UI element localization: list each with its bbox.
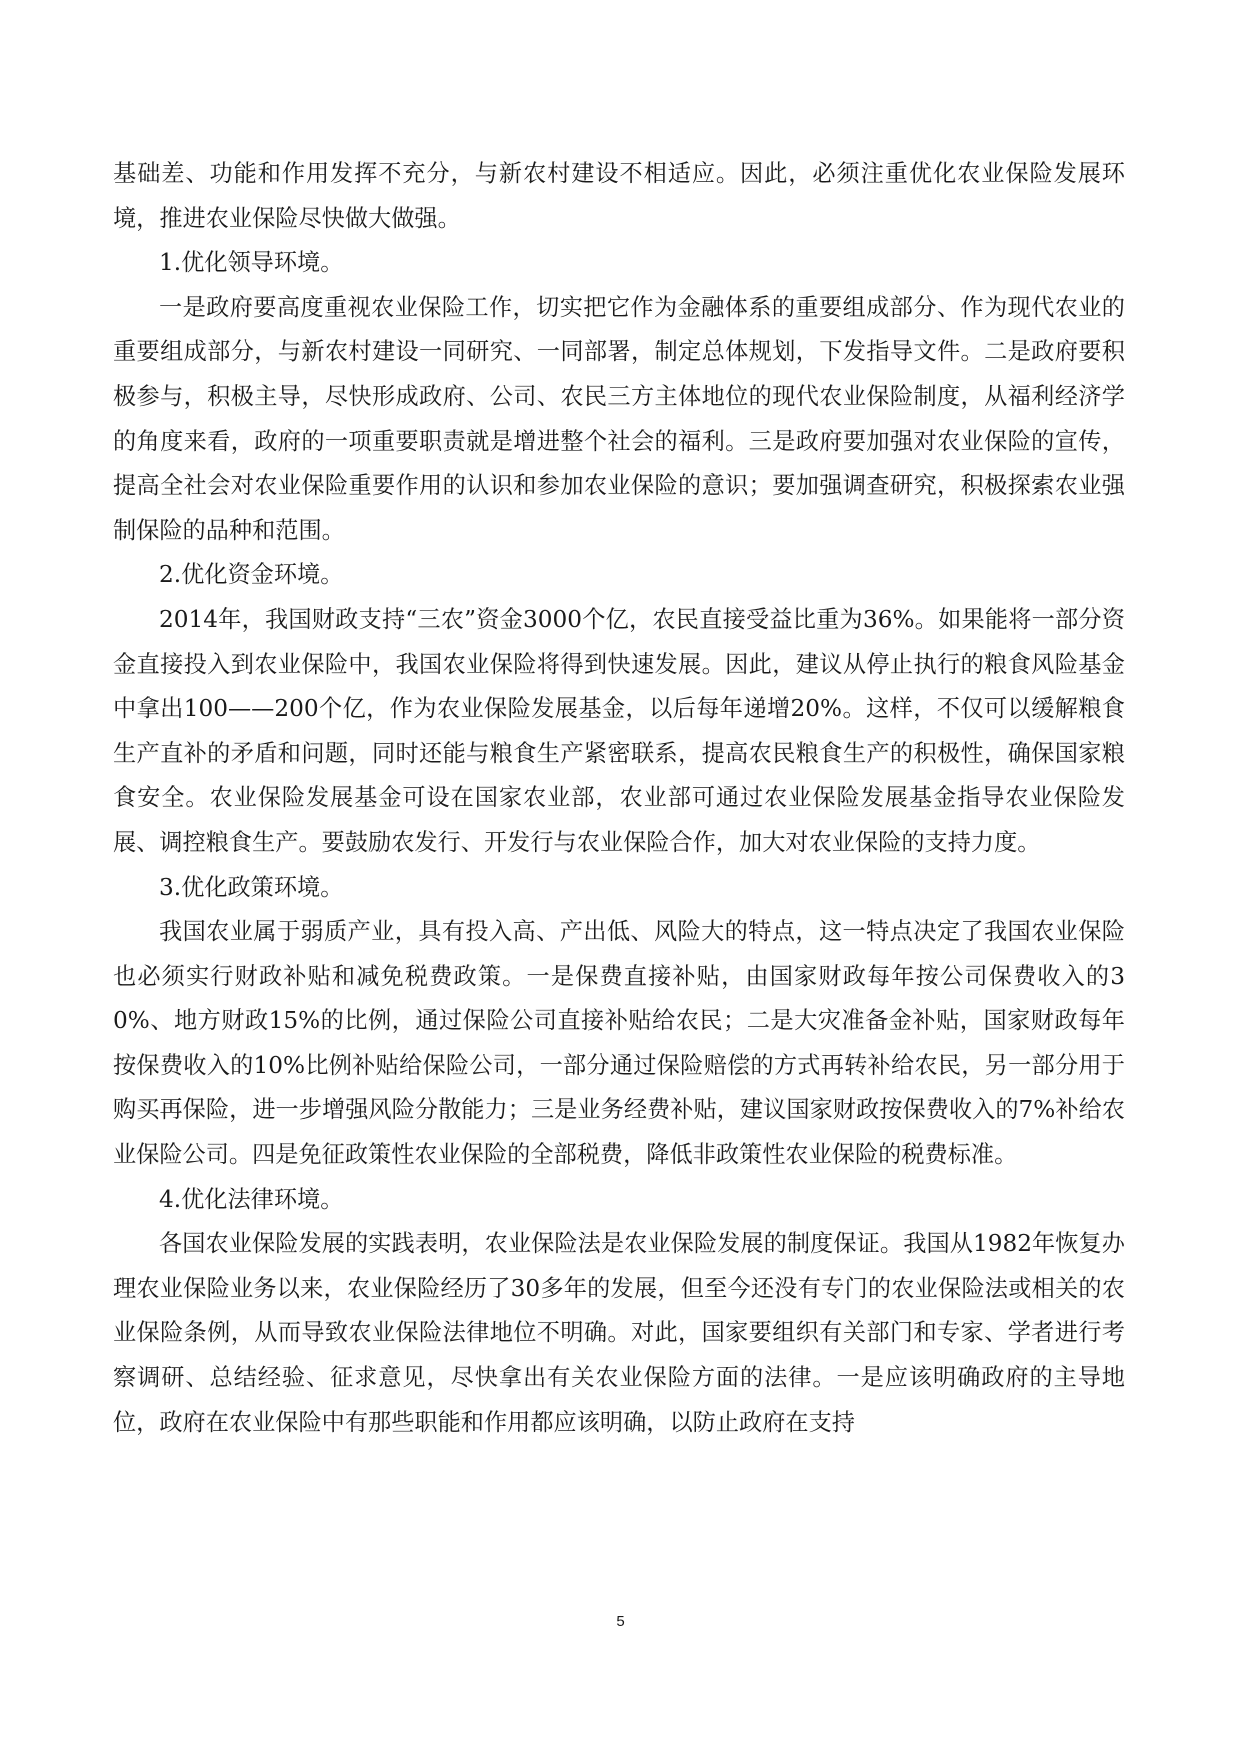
body-paragraph: 2014年，我国财政支持“三农”资金3000个亿，农民直接受益比重为36%。如果能将一部分资金直接投入到农业保险中，我国农业保险将得到快速发展。因此，建议从停止执行的粮食风险基金中拿出100——200个亿，作为农业保险发展基金，以后每年递增20%。这样，不仅可以缓解粮食生产直补的矛盾和问题，同时还能与粮食生产紧密联系，提高农民粮食生产的积极性，确保国家粮食安全。农业保险发展基金可设在国家农业部，农业部可通过农业保险发展基金指导农业保险发展、调控粮食生产。要鼓励农发行、开发行与农业保险合作，加大对农业保险的支持力度。 <box>113 605 1125 856</box>
body-paragraph: 一是政府要高度重视农业保险工作，切实把它作为金融体系的重要组成部分、作为现代农业的重要组成部分，与新农村建设一同研究、一同部署，制定总体规划，下发指导文件。二是政府要积极参与，积极主导，尽快形成政府、公司、农民三方主体地位的现代农业保险制度，从福利经济学的角度来看，政府的一项重要职责就是增进整个社会的福利。三是政府要加强对农业保险的宣传，提高全社会对农业保险重要作用的认识和参加农业保险的意识；要加强调查研究，积极探索农业强制保险的品种和范围。 <box>113 293 1125 544</box>
body-paragraph: 各国农业保险发展的实践表明，农业保险法是农业保险发展的制度保证。我国从1982年恢复办理农业保险业务以来，农业保险经历了30多年的发展，但至今还没有专门的农业保险法或相关的农业保险条例，从而导致农业保险法律地位不明确。对此，国家要组织有关部门和专家、学者进行考察调研、总结经验、征求意见，尽快拿出有关农业保险方面的法律。一是应该明确政府的主导地位，政府在农业保险中有那些职能和作用都应该明确，以防止政府在支持 <box>113 1230 1125 1436</box>
section-heading-funding: 2.优化资金环境。 <box>159 561 344 589</box>
document-body <box>113 152 1125 1445</box>
section-heading-leadership: 1.优化领导环境。 <box>159 249 344 277</box>
section-heading-policy: 3.优化政策环境。 <box>159 873 344 901</box>
page-number: 5 <box>616 1613 625 1630</box>
body-paragraph: 基础差、功能和作用发挥不充分，与新农村建设不相适应。因此，必须注重优化农业保险发展环境，推进农业保险尽快做大做强。 <box>113 160 1125 232</box>
body-paragraph: 我国农业属于弱质产业，具有投入高、产出低、风险大的特点，这一特点决定了我国农业保险也必须实行财政补贴和减免税费政策。一是保费直接补贴，由国家财政每年按公司保费收入的30%、地方财政15%的比例，通过保险公司直接补贴给农民；二是大灾准备金补贴，国家财政每年按保费收入的10%比例补贴给保险公司，一部分通过保险赔偿的方式再转补给农民，另一部分用于购买再保险，进一步增强风险分散能力；三是业务经费补贴，建议国家财政按保费收入的7%补给农业保险公司。四是免征政策性农业保险的全部税费，降低非政策性农业保险的税费标准。 <box>113 918 1125 1169</box>
section-heading-legal: 4.优化法律环境。 <box>159 1185 344 1213</box>
